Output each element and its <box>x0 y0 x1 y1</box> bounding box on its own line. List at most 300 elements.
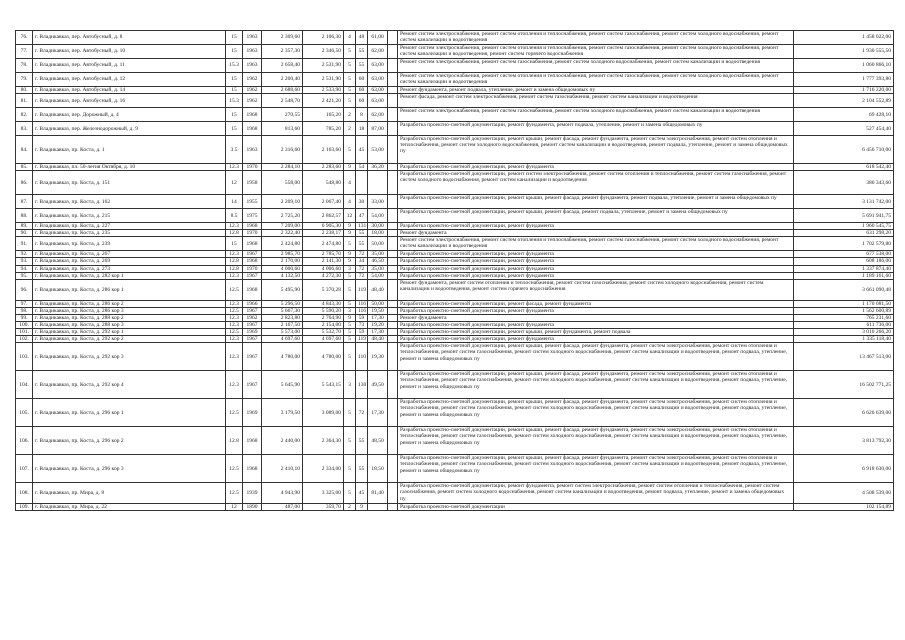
build-year: 1963 <box>243 31 262 45</box>
empty-cell <box>388 265 398 272</box>
row-number: 91. <box>16 237 33 251</box>
entrances: 5 <box>344 329 356 336</box>
build-year: 1968 <box>243 108 262 122</box>
address: г. Владикавказ, пр. Коста, д. 235 <box>33 230 226 237</box>
residents: 62,00 <box>368 108 388 122</box>
empty-cell <box>388 59 398 73</box>
table-row <box>16 108 894 122</box>
address: г. Владикавказ, пер. Автобусный, д. 16 <box>33 94 226 108</box>
entrances: 4 <box>344 31 356 45</box>
apartments: 110 <box>356 343 368 371</box>
empty-cell <box>388 336 398 343</box>
build-year: 1963 <box>243 59 262 73</box>
empty-cell <box>388 427 398 455</box>
table-row <box>16 136 894 164</box>
empty-cell <box>388 122 398 136</box>
apartments: 59 <box>356 329 368 336</box>
residents: 61,00 <box>368 31 388 45</box>
repair-cost: 1 702 579,80 <box>794 237 894 251</box>
address: г. Владикавказ, пр. Мира, д. 22 <box>33 504 226 511</box>
repair-cost: 3 661 090,48 <box>794 279 894 300</box>
row-number: 103. <box>16 343 33 371</box>
repair-works: Разработка проектно-сметной документации, ремонт фундамента, ремонт подвала, утепление, ремонт и замена общедомовых пу <box>398 122 794 136</box>
apartments: 60 <box>356 87 368 94</box>
floors: 12.5 <box>226 399 243 427</box>
row-number: 106. <box>16 427 33 455</box>
repair-cost: 1 562 600,89 <box>794 307 894 314</box>
apartments: 130 <box>356 371 368 399</box>
entrances: 5 <box>344 455 356 483</box>
repair-works: Разработка проектно-сметной документации, ремонт крыши, ремонт фасада, ремонт подвала, утепление, ремонт и замена общедомовых пу <box>398 209 794 223</box>
floors: 12.8 <box>226 427 243 455</box>
total-area: 487,00 <box>262 504 303 511</box>
build-year: 1955 <box>243 195 262 209</box>
build-year: 1968 <box>243 237 262 251</box>
repair-cost: 765 231,60 <box>794 314 894 321</box>
build-year: 1963 <box>243 45 262 59</box>
table-row <box>16 45 894 59</box>
address: г. Владикавказ, пр. Коста, д. 227 <box>33 223 226 230</box>
address: г. Владикавказ, пр. Коста, д. 282 кор 1 <box>33 272 226 279</box>
address: г. Владикавказ, пер. Автобусный, д. 14 <box>33 87 226 94</box>
floors: 15 <box>226 73 243 87</box>
build-year: 1970 <box>243 265 262 272</box>
living-area: 3 325,00 <box>303 483 344 504</box>
living-area: 4 272,30 <box>303 272 344 279</box>
table-row <box>16 272 894 279</box>
repair-works: Разработка проектно-сметной документации, ремонт фундамента <box>398 223 794 230</box>
repair-works: Ремонт систем электроснабжения, ремонт систем отопления и теплоснабжения, ремонт систем газоснабжения, ремонт систем холодного водоснабжения, ремонт систем канализации и водоотведения, ремонт систем горячего водоснабжения <box>398 45 794 59</box>
table-row <box>16 314 894 321</box>
residents: 17,30 <box>368 314 388 321</box>
living-area: 2 163,60 <box>303 136 344 164</box>
residents: 62,00 <box>368 45 388 59</box>
total-area: 2 410,10 <box>262 455 303 483</box>
repair-works: Разработка проектно-сметной документации, ремонт фундамента <box>398 272 794 279</box>
address: г. Владикавказ, пр. Коста, д. 162 <box>33 195 226 209</box>
table-row <box>16 343 894 371</box>
entrances: 5 <box>344 73 356 87</box>
living-area: 2 531,90 <box>303 59 344 73</box>
build-year: 1969 <box>243 399 262 427</box>
residents: 48,40 <box>368 336 388 343</box>
living-area: 2 334,00 <box>303 455 344 483</box>
empty-cell <box>388 230 398 237</box>
total-area: 3 179,50 <box>262 399 303 427</box>
entrances: 9 <box>344 258 356 265</box>
empty-cell <box>388 251 398 258</box>
table-row <box>16 329 894 336</box>
repair-cost: 1 960 545,75 <box>794 223 894 230</box>
row-number: 88. <box>16 209 33 223</box>
total-area: 2 985,70 <box>262 251 303 258</box>
apartments: 72 <box>356 265 368 272</box>
repair-works: Разработка проектно-сметной документации, ремонт фундамента <box>398 258 794 265</box>
row-number: 85. <box>16 164 33 171</box>
total-area: 4 697,60 <box>262 336 303 343</box>
address: г. Владикавказ, пр. Коста, д. 292 кор 1 <box>33 329 226 336</box>
repair-cost: 677 538,00 <box>794 251 894 258</box>
repair-cost: 5 691 941,75 <box>794 209 894 223</box>
floors: 12.3 <box>226 300 243 307</box>
entrances: 3 <box>344 371 356 399</box>
entrances: 9 <box>344 251 356 258</box>
repair-works: Разработка проектно-сметной документации, ремонт крыши, ремонт фундамента, ремонт подвала <box>398 329 794 336</box>
row-number: 104. <box>16 371 33 399</box>
residents: 35,00 <box>368 265 388 272</box>
apartments: 55 <box>356 45 368 59</box>
repair-works: Разработка проектно-сметной документации, ремонт крыши, ремонт фасада, ремонт фундамента, ремонт систем электроснабжения, ремонт систем отопления и теплоснабжения, ремонт систем газоснабжения, ремонт систем холодного водоснабжения, ремонт систем канализации и водоотведения, ремонт подвала, утепление, ремонт и замена общедомовых пу <box>398 371 794 399</box>
empty-cell <box>388 223 398 230</box>
build-year: 1970 <box>243 230 262 237</box>
entrances: 5 <box>344 237 356 251</box>
row-number: 107. <box>16 455 33 483</box>
residents <box>368 171 388 195</box>
entrances: 2 <box>344 108 356 122</box>
row-number: 99. <box>16 314 33 321</box>
floors: 15 <box>226 108 243 122</box>
row-number: 84. <box>16 136 33 164</box>
empty-cell <box>388 307 398 314</box>
total-area: 5 645,90 <box>262 371 303 399</box>
empty-cell <box>388 164 398 171</box>
repair-works: Ремонт систем электроснабжения, ремонт систем отопления и теплоснабжения, ремонт систем газоснабжения, ремонт систем холодного водоснабжения, ремонт систем канализации и водоотведения <box>398 31 794 45</box>
apartments: 55 <box>356 427 368 455</box>
total-area: 2 688,60 <box>262 87 303 94</box>
table-row <box>16 251 894 258</box>
total-area: 813,60 <box>262 122 303 136</box>
repair-works: Ремонт фундамента <box>398 314 794 321</box>
repair-cost: 1 716 220,00 <box>794 87 894 94</box>
row-number: 95. <box>16 272 33 279</box>
repair-works: Разработка проектно-сметной документации, ремонт фундамента <box>398 164 794 171</box>
address: г. Владикавказ, пр. Коста, д. 1 <box>33 136 226 164</box>
living-area: 6 905,30 <box>303 223 344 230</box>
build-year: 1970 <box>243 164 262 171</box>
repair-works: Разработка проектно-сметной документации, ремонт крыши, ремонт фасада, ремонт фундамента, ремонт систем электроснабжения, ремонт систем отопления и теплоснабжения, ремонт систем холодного водоснабжения, ремонт систем канализации и водоотведения, ремонт подвала, утепление, ремонт и замена общедомовых пу <box>398 136 794 164</box>
entrances: 5 <box>344 300 356 307</box>
floors: 12.5 <box>226 307 243 314</box>
table-row <box>16 195 894 209</box>
build-year: 1968 <box>243 223 262 230</box>
build-year: 1962 <box>243 94 262 108</box>
floors: 14 <box>226 195 243 209</box>
living-area: 165,20 <box>303 108 344 122</box>
total-area: 270,55 <box>262 108 303 122</box>
apartments: 18 <box>356 122 368 136</box>
table-row <box>16 258 894 265</box>
residents: 30,00 <box>368 223 388 230</box>
living-area: 4 780,00 <box>303 343 344 371</box>
residents: 19,50 <box>368 307 388 314</box>
build-year: 1939 <box>243 483 262 504</box>
build-year: 1968 <box>243 427 262 455</box>
total-area: 2 823,80 <box>262 314 303 321</box>
floors: 12.3 <box>226 322 243 329</box>
floors: 12.5 <box>226 329 243 336</box>
living-area: 2 283,60 <box>303 164 344 171</box>
apartments: 34 <box>356 258 368 265</box>
address: г. Владикавказ, пр. Коста, д. 286 кор 1 <box>33 279 226 300</box>
floors: 8.5 <box>226 209 243 223</box>
living-area: 2 531,90 <box>303 73 344 87</box>
apartments: 119 <box>356 279 368 300</box>
residents: 81,40 <box>368 483 388 504</box>
build-year: 1967 <box>243 322 262 329</box>
residents: 35,00 <box>368 251 388 258</box>
address: г. Владикавказ, пр. Коста, д. 296 кор 3 <box>33 455 226 483</box>
floors: 15 <box>226 237 243 251</box>
entrances: 3 <box>344 265 356 272</box>
total-area: 2 209,10 <box>262 195 303 209</box>
repair-works: Разработка проектно-сметной документации, ремонт крыши, ремонт фасада, ремонт фундамента, ремонт систем электроснабжения, ремонт систем отопления и теплоснабжения, ремонт систем газоснабжения, ремонт систем холодного водоснабжения, ремонт систем канализации и водоотведения, ремонт подвала, утепление, ремонт и замена общедомовых пу <box>398 427 794 455</box>
entrances: 5 <box>344 427 356 455</box>
living-area: 2 238,17 <box>303 230 344 237</box>
entrances: 12 <box>344 209 356 223</box>
row-number: 87. <box>16 195 33 209</box>
table-row <box>16 504 894 511</box>
floors: 12.8 <box>226 258 243 265</box>
entrances: 9 <box>344 164 356 171</box>
residents <box>368 504 388 511</box>
total-area: 2 167,50 <box>262 322 303 329</box>
residents: 46,50 <box>368 258 388 265</box>
row-number: 96. <box>16 279 33 300</box>
floors: 15 <box>226 87 243 94</box>
row-number: 90. <box>16 230 33 237</box>
table-row <box>16 94 894 108</box>
table-row <box>16 371 894 399</box>
row-number: 108. <box>16 483 33 504</box>
entrances: 5 <box>344 45 356 59</box>
table-row <box>16 223 894 230</box>
entrances: 5 <box>344 343 356 371</box>
row-number: 76. <box>16 31 33 45</box>
empty-cell <box>388 399 398 427</box>
apartments: 47 <box>356 209 368 223</box>
total-area: 2 200,40 <box>262 73 303 87</box>
table-row <box>16 279 894 300</box>
floors: 12.3 <box>226 223 243 230</box>
entrances: 5 <box>344 279 356 300</box>
total-area: 5 495,90 <box>262 279 303 300</box>
address: г. Владикавказ, пр. Коста, д. 296 кор 2 <box>33 427 226 455</box>
apartments: 55 <box>356 230 368 237</box>
floors: 15 <box>226 31 243 45</box>
living-area: 2 764,90 <box>303 314 344 321</box>
repair-works: Ремонт фундамента, ремонт систем отопления и теплоснабжения, ремонт систем газоснабжения, ремонт систем холодного водоснабжения, ремонт систем канализации и водоотведения, ремонт систем горячего водоснабжения <box>398 279 794 300</box>
total-area: 2 548,70 <box>262 94 303 108</box>
floors: 3.5 <box>226 136 243 164</box>
living-area: 2 533,90 <box>303 87 344 94</box>
repair-cost: 631 298,20 <box>794 230 894 237</box>
repair-cost: 13 467 513,00 <box>794 343 894 371</box>
living-area: 5 532,70 <box>303 329 344 336</box>
apartments <box>356 171 368 195</box>
row-number: 94. <box>16 265 33 272</box>
address: г. Владикавказ, пер. Автобусный, д. 12 <box>33 73 226 87</box>
apartments: 45 <box>356 483 368 504</box>
address: г. Владикавказ, пр. Коста, д. 215 <box>33 209 226 223</box>
build-year: 1967 <box>243 307 262 314</box>
entrances: 2 <box>344 122 356 136</box>
repair-cost: 380 343,60 <box>794 171 894 195</box>
living-area: 2 346,50 <box>303 45 344 59</box>
apartments: 60 <box>356 73 368 87</box>
total-area: 2 725,20 <box>262 209 303 223</box>
total-area: 2 316,60 <box>262 136 303 164</box>
floors: 12.3 <box>226 251 243 258</box>
table-row <box>16 237 894 251</box>
table-row <box>16 265 894 272</box>
build-year: 1967 <box>243 251 262 258</box>
empty-cell <box>388 136 398 164</box>
apartments: 55 <box>356 237 368 251</box>
total-area: 2 440,00 <box>262 427 303 455</box>
repair-works: Разработка проектно-сметной документации, ремонт фундамента <box>398 307 794 314</box>
repair-works: Разработка проектно-сметной документации, ремонт фундамента <box>398 336 794 343</box>
address: г. Владикавказ, пр. Коста, д. 286 кор 3 <box>33 307 226 314</box>
residents: 54,00 <box>368 272 388 279</box>
address: г. Владикавказ, пр. Коста, д. 292 кор 3 <box>33 343 226 371</box>
build-year: 1969 <box>243 329 262 336</box>
repair-works: Разработка проектно-сметной документации, ремонт крыши, ремонт фасада, ремонт фундамента, ремонт систем электроснабжения, ремонт систем отопления и теплоснабжения, ремонт систем газоснабжения, ремонт систем холодного водоснабжения, ремонт систем канализации и водоотведения, ремонт подвала, утепление, ремонт и замена общедомовых пу <box>398 343 794 371</box>
row-number: 109. <box>16 504 33 511</box>
row-number: 79. <box>16 73 33 87</box>
table-row <box>16 164 894 171</box>
apartments: 55 <box>356 59 368 73</box>
empty-cell <box>388 300 398 307</box>
living-area: 2 474,80 <box>303 237 344 251</box>
living-area: 2 421,20 <box>303 94 344 108</box>
floors: 12.3 <box>226 272 243 279</box>
apartments: 30 <box>356 195 368 209</box>
row-number: 81. <box>16 94 33 108</box>
row-number: 82. <box>16 108 33 122</box>
repair-cost: 1 777 393,80 <box>794 73 894 87</box>
empty-cell <box>388 272 398 279</box>
floors: 12.3 <box>226 314 243 321</box>
entrances: 9 <box>344 223 356 230</box>
row-number: 102. <box>16 336 33 343</box>
build-year: 1968 <box>243 122 262 136</box>
empty-cell <box>388 195 398 209</box>
floors: 12.8 <box>226 265 243 272</box>
repair-cost: 2 104 552,89 <box>794 94 894 108</box>
floors: 12.8 <box>226 230 243 237</box>
build-year: 1962 <box>243 87 262 94</box>
residents: 50,00 <box>368 300 388 307</box>
address: г. Владикавказ, пр. Коста, д. 296 кор 1 <box>33 399 226 427</box>
living-area: 4 697,60 <box>303 336 344 343</box>
row-number: 92. <box>16 251 33 258</box>
total-area: 4 000,60 <box>262 265 303 272</box>
row-number: 78. <box>16 59 33 73</box>
residents: 19,30 <box>368 343 388 371</box>
repair-works: Ремонт систем электроснабжения, ремонт систем газоснабжения, ремонт систем холодного водоснабжения, ремонт систем канализации и водоотведения <box>398 108 794 122</box>
build-year: 1966 <box>243 300 262 307</box>
build-year: 1968 <box>243 279 262 300</box>
repair-cost: 608 186,00 <box>794 258 894 265</box>
living-area: 2 862,57 <box>303 209 344 223</box>
total-area: 2 322,40 <box>262 230 303 237</box>
capital-repair-table <box>15 30 894 511</box>
residents: 63,00 <box>368 59 388 73</box>
living-area: 5 370,28 <box>303 279 344 300</box>
table-row <box>16 455 894 483</box>
apartments: 48 <box>356 31 368 45</box>
residents: 63,00 <box>368 73 388 87</box>
build-year: 1967 <box>243 343 262 371</box>
repair-cost: 16 502 771,25 <box>794 371 894 399</box>
residents: 63,00 <box>368 87 388 94</box>
row-number: 93. <box>16 258 33 265</box>
repair-works: Разработка проектно-сметной документации, ремонт фундамента, ремонт систем электроснабжения, ремонт систем отопления и теплоснабжения, ремонт систем газоснабжения, ремонт систем холодного водоснабжения, ремонт систем канализации и водоотведения, ремонт подвала, утепление, ремонт и замена общедомовых пу <box>398 483 794 504</box>
address: г. Владикавказ, пр. Коста, д. 288 кор 2 <box>33 314 226 321</box>
table-row <box>16 59 894 73</box>
empty-cell <box>388 371 398 399</box>
repair-cost: 1 930 555,50 <box>794 45 894 59</box>
living-area: 4 006,60 <box>303 265 344 272</box>
living-area: 359,70 <box>303 504 344 511</box>
empty-cell <box>388 504 398 511</box>
table-row <box>16 73 894 87</box>
residents: 87,00 <box>368 122 388 136</box>
entrances: 5 <box>344 59 356 73</box>
address: г. Владикавказ, пер. Автобусный, д. 10 <box>33 45 226 59</box>
empty-cell <box>388 108 398 122</box>
repair-works: Разработка проектно-сметной документации, ремонт фундамента <box>398 265 794 272</box>
repair-works: Разработка проектно-сметной документации, ремонт фундамента <box>398 251 794 258</box>
row-number: 89. <box>16 223 33 230</box>
total-area: 5 573,00 <box>262 329 303 336</box>
floors: 12.3 <box>226 343 243 371</box>
build-year: 1968 <box>243 258 262 265</box>
apartments: 45 <box>356 136 368 164</box>
residents: 50,00 <box>368 237 388 251</box>
repair-works: Разработка проектно-сметной документации, ремонт систем электроснабжения, ремонт систем отопления и теплоснабжения, ремонт систем газоснабжения, ремонт систем холодного водоснабжения, ремонт систем канализации и водоотведения <box>398 171 794 195</box>
table-row <box>16 322 894 329</box>
living-area: 4 843,30 <box>303 300 344 307</box>
floors: 12.3 <box>226 164 243 171</box>
row-number: 77. <box>16 45 33 59</box>
floors: 15.3 <box>226 94 243 108</box>
repair-cost: 1 335 118,40 <box>794 336 894 343</box>
living-area: 2 067,40 <box>303 195 344 209</box>
repair-works: Ремонт систем электроснабжения, ремонт систем отопления и теплоснабжения, ремонт систем газоснабжения, ремонт систем холодного водоснабжения, ремонт систем канализации и водоотведения <box>398 73 794 87</box>
repair-cost: 1 337 874,40 <box>794 265 894 272</box>
empty-cell <box>388 171 398 195</box>
address: г. Владикавказ, пер. Железнодорожный, д. 9 <box>33 122 226 136</box>
apartments: 60 <box>356 94 368 108</box>
total-area: 2 357,30 <box>262 45 303 59</box>
row-number: 98. <box>16 307 33 314</box>
apartments: 72 <box>356 272 368 279</box>
repair-works: Разработка проектно-сметной документации <box>398 504 794 511</box>
table-row <box>16 300 894 307</box>
living-area: 5 543,15 <box>303 371 344 399</box>
entrances: 9 <box>344 230 356 237</box>
row-number: 83. <box>16 122 33 136</box>
repair-cost: 527 454,40 <box>794 122 894 136</box>
floors: 12.5 <box>226 483 243 504</box>
empty-cell <box>388 209 398 223</box>
residents: 19,20 <box>368 322 388 329</box>
total-area: 2 170,00 <box>262 258 303 265</box>
residents: 63,00 <box>368 94 388 108</box>
build-year: 1967 <box>243 336 262 343</box>
total-area: 2 658,40 <box>262 59 303 73</box>
